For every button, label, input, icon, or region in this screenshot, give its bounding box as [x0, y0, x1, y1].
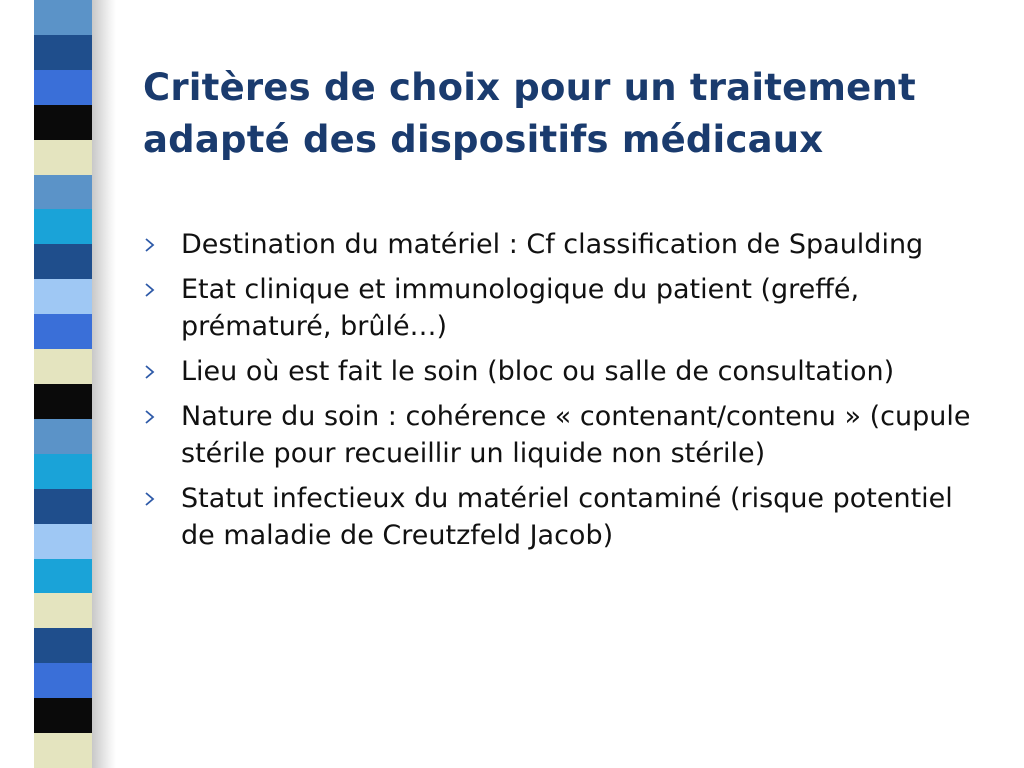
stripe-segment — [34, 0, 92, 35]
stripe-segment — [34, 209, 92, 244]
bullet-text: Etat clinique et immunologique du patient (greffé, prématuré, brûlé…) — [181, 274, 860, 342]
slide-title: Critères de choix pour un traitement adapté des dispositifs médicaux — [143, 66, 916, 161]
arrow-bullet-icon — [143, 238, 157, 252]
stripe-segment — [34, 279, 92, 314]
stripe-segment — [34, 70, 92, 105]
stripe-segment — [34, 140, 92, 175]
bullet-item — [143, 353, 993, 390]
arrow-bullet-icon — [143, 410, 157, 424]
bullet-item — [143, 271, 993, 345]
arrow-bullet-icon — [143, 365, 157, 379]
bullet-text: Destination du matériel : Cf classification de Spaulding — [181, 229, 924, 260]
arrow-bullet-icon — [143, 492, 157, 506]
stripe-segment — [34, 175, 92, 210]
stripe-segment — [34, 524, 92, 559]
decorative-stripe-bar — [34, 0, 92, 768]
bullet-text: Lieu où est fait le soin (bloc ou salle de consultation) — [181, 356, 895, 387]
bullet-list — [143, 226, 993, 562]
stripe-shadow — [92, 0, 116, 768]
stripe-segment — [34, 454, 92, 489]
stripe-segment — [34, 349, 92, 384]
stripe-segment — [34, 384, 92, 419]
bullet-text: Statut infectieux du matériel contaminé (risque potentiel de maladie de Creutzfeld Jacob) — [181, 483, 953, 551]
bullet-text: Nature du soin : cohérence « contenant/contenu » (cupule stérile pour recueillir un liquide non stérile) — [181, 401, 971, 469]
stripe-segment — [34, 559, 92, 594]
bullet-item — [143, 398, 993, 472]
stripe-segment — [34, 698, 92, 733]
stripe-segment — [34, 489, 92, 524]
stripe-segment — [34, 663, 92, 698]
stripe-segment — [34, 314, 92, 349]
stripe-segment — [34, 733, 92, 768]
stripe-segment — [34, 419, 92, 454]
bullet-item — [143, 480, 993, 554]
arrow-bullet-icon — [143, 283, 157, 297]
stripe-segment — [34, 105, 92, 140]
stripe-segment — [34, 628, 92, 663]
stripe-segment — [34, 35, 92, 70]
stripe-segment — [34, 244, 92, 279]
bullet-item — [143, 226, 993, 263]
stripe-segment — [34, 593, 92, 628]
